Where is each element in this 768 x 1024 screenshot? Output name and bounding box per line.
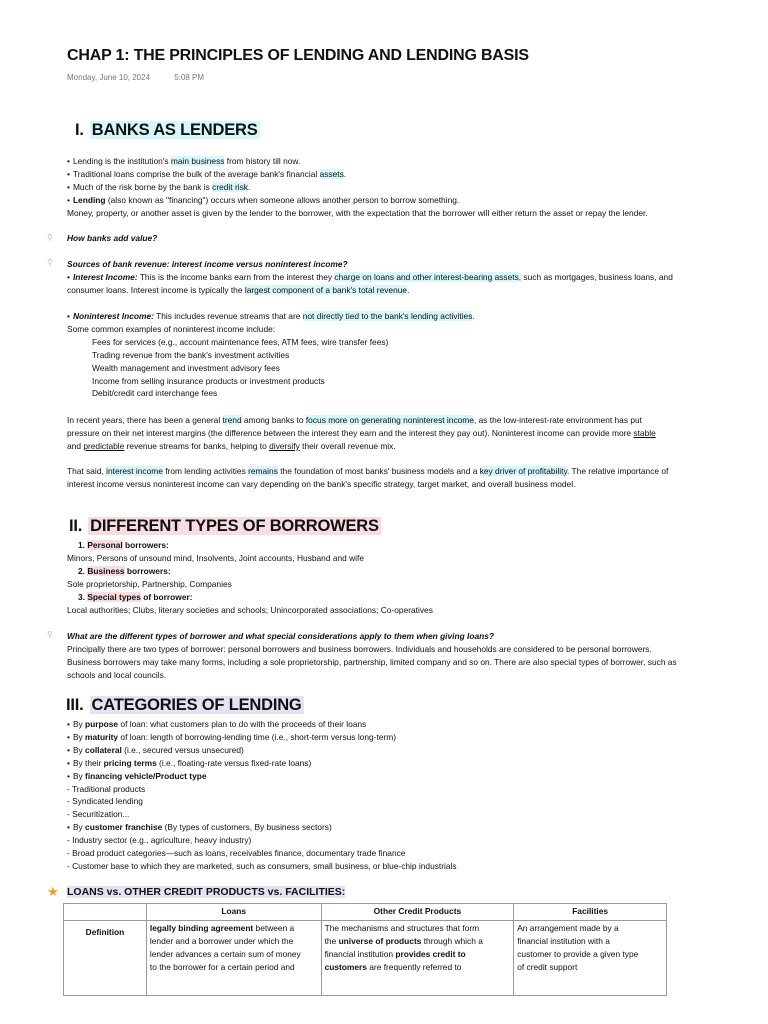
page-time: 5:08 PM [174, 73, 205, 82]
table-header-row [64, 904, 667, 921]
list-item: • Lending (also known as "financing") occurs when someone allows another person to borrow something. [67, 194, 460, 205]
cell-other-definition: The mechanisms and structures that form the universe of products through which a financial institution provides credit to customers are frequently referred to [321, 921, 514, 996]
cell-facilities-definition: An arrangement made by a financial institution with a customer to provide a given type of credit support [514, 921, 667, 996]
section-heading-categories-of-lending: III. CATEGORIES OF LENDING [66, 696, 302, 714]
section1-bullets [67, 155, 757, 220]
list-item: • By customer franchise (By types of customers, By business sectors) [67, 822, 332, 833]
paragraph-interest-remains: That said, interest income from lending activities remains the foundation of most banks' business models and a key driver of profitability. The relative importance of interest income versus noninterest income can vary depending on the bank's specific strategy, target market, and overall business model. [67, 466, 669, 489]
question-marker-icon: ⚲ [47, 258, 53, 267]
list-item: 3. Special types of borrower: [78, 591, 193, 602]
list-item: - Securitization... [67, 809, 130, 820]
list-item: • By purpose of loan: what customers plan to do with the proceeds of their loans [67, 719, 367, 729]
header-cell-empty [64, 904, 147, 921]
comparison-table [63, 903, 667, 996]
question-marker-icon: ⚲ [47, 233, 53, 242]
noninterest-income-block: • Noninterest Income: This includes revenue streams that are not directly tied to the bank's lending activities. Some common examples of noninterest income include: Fees for services (e.g., account maintenance fees, ATM fees, wire transfer fees) Trading revenue from the bank's investment activities Wealth management and investment advisory fees Income from selling insurance products or investment products Debit/credit card interchange fees [67, 310, 757, 400]
page-meta [67, 73, 226, 82]
list-item: • Noninterest Income: This includes revenue streams that are not directly tied to the bank's lending activities. [67, 311, 475, 321]
header-cell-facilities: Facilities [514, 904, 667, 921]
list-item: 2. Business borrowers: [78, 565, 171, 576]
section-heading-types-of-borrowers: II. DIFFERENT TYPES OF BORROWERS [69, 517, 379, 535]
list-item: - Traditional products [67, 783, 146, 794]
question-marker-icon: ⚲ [47, 630, 53, 639]
table-row [64, 921, 667, 996]
page-date: Monday, June 10, 2024 [67, 73, 151, 82]
header-cell-loans: Loans [146, 904, 321, 921]
list-item: • Interest Income: This is the income banks earn from the interest they charge on loans and other interest-bearing assets, such as mortgages, business loans, and [67, 271, 673, 282]
list-item: - Syndicated lending [67, 796, 143, 807]
lending-categories-list [67, 718, 757, 873]
list-item: • By collateral (i.e., secured versus unsecured) [67, 744, 244, 755]
section-heading-banks-as-lenders: I. BANKS AS LENDERS [75, 121, 258, 139]
list-item: • Traditional loans comprise the bulk of the average bank's financial assets. [67, 168, 347, 179]
list-item: • Much of the risk borne by the bank is credit risk. [67, 181, 251, 192]
list-item: Debit/credit card interchange fees [92, 388, 218, 399]
paragraph: Money, property, or another asset is given by the lender to the borrower, with the expectation that the borrower will either return the asset or repay the lender. [67, 207, 648, 218]
header-cell-other-credit: Other Credit Products [321, 904, 514, 921]
question-how-banks-add-value: How banks add value? [67, 233, 158, 243]
page-title: CHAP 1: THE PRINCIPLES OF LENDING AND LENDING BASIS [67, 47, 529, 64]
list-item: - Industry sector (e.g., agriculture, heavy industry) [67, 835, 252, 846]
paragraph-trend: In recent years, there has been a general trend among banks to focus more on generating noninterest income, as the low-interest-rate environment has put pressure on their net interest margins (the difference between the interest they earn and the interest they pay out). Noninterest income can provide more stable and predictable revenue streams for banks, helping to diversify their overall revenue mix. [67, 415, 656, 451]
list-item: Trading revenue from the bank's investment activities [92, 349, 290, 360]
list-item: Fees for services (e.g., account maintenance fees, ATM fees, wire transfer fees) [92, 336, 389, 347]
list-item: • By their pricing terms (i.e., floating-rate versus fixed-rate loans) [67, 757, 312, 768]
list-item: Wealth management and investment advisory fees [92, 362, 280, 373]
borrower-types-list: 1. Personal borrowers: Minors, Persons of unsound mind, Insolvents, Joint accounts, Husband and wife 2. Business borrowers: Sole proprietorship, Partnership, Companies 3. Special types of borrower: Local authorities; Clubs, literary societies and schools; Unincorporated associations; Co-operatives [67, 539, 757, 616]
list-item: 1. Personal borrowers: [78, 540, 169, 550]
list-item: • By financing vehicle/Product type [67, 770, 207, 781]
list-item: - Customer base to which they are marketed, such as consumers, small business, or blue-chip industrials [67, 860, 457, 871]
star-icon: ★ [47, 884, 59, 899]
row-label-definition: Definition [64, 921, 147, 996]
list-item: • By maturity of loan: length of borrowing-lending time (i.e., short-term versus long-term) [67, 731, 396, 742]
comparison-heading: LOANS vs. OTHER CREDIT PRODUCTS vs. FACILITIES: [67, 886, 346, 898]
revenue-sources-block: Sources of bank revenue: interest income versus noninterest income? • Interest Income: This is the income banks earn from the interest they charge on loans and other interest-bearing assets, such as mortgages, business loans, and consumer loans. Interest income is typically the largest component of a bank's total revenue. [67, 258, 757, 297]
list-item: - Broad product categories—such as loans, receivables finance, documentary trade finance [67, 848, 406, 859]
list-item: • Lending is the institution's main business from history till now. [67, 156, 301, 166]
list-item: Income from selling insurance products or investment products [92, 375, 325, 386]
cell-loans-definition: legally binding agreement between a lender and a borrower under which the lender advances a certain sum of money to the borrower for a certain period and [146, 921, 321, 996]
borrower-question-block: What are the different types of borrower and what special considerations apply to them when giving loans? Principally there are two types of borrower: personal borrowers and business borrowers. Individuals and households are considered to be personal borrowers. Business borrowers may take many forms, including a sole proprietorship, partnership, limited company and so on. There are also special types of borrower, such as schools and local councils. [67, 631, 677, 680]
